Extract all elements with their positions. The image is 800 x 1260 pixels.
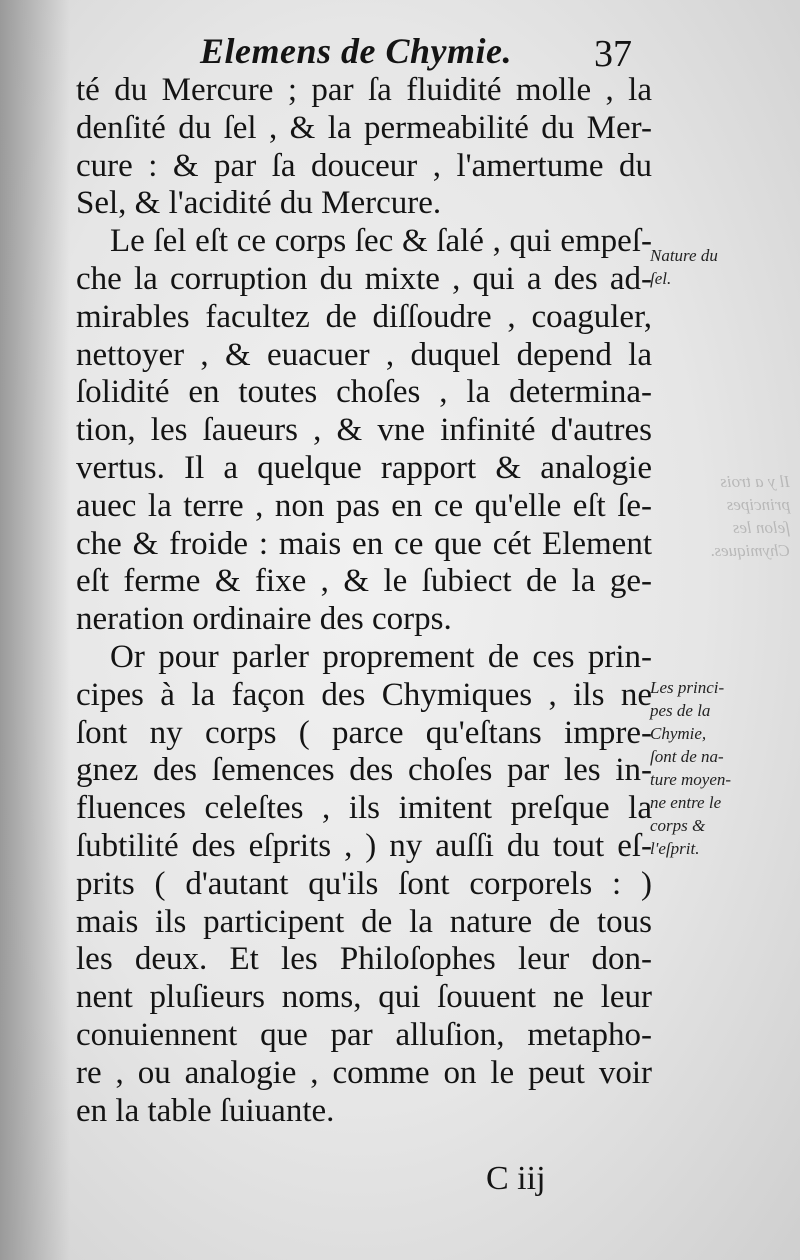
body-text xyxy=(76,72,652,1130)
text-line: vertus. Il a quelque rapport & analogie xyxy=(76,449,652,486)
text-line: nettoyer , & euacuer , duquel depend la xyxy=(76,336,652,373)
text-line: prits ( d'autant qu'ils ſont corporels : ) xyxy=(76,865,652,902)
show-through-text: Il y a trois principes ſelon les Chymiques. xyxy=(710,472,790,560)
text-line: nent pluſieurs noms, qui ſouuent ne leur xyxy=(76,979,652,1016)
signature-mark: C iij xyxy=(486,1160,546,1197)
text-line: mirables facultez de diſſoudre , coaguler, xyxy=(76,298,652,335)
text-line: mais ils participent de la nature de tous xyxy=(76,903,652,940)
text-line: ſubtilité des eſprits , ) ny auſſi du tout eſ- xyxy=(76,827,652,864)
text-line: ſolidité en toutes choſes , la determina- xyxy=(76,374,652,411)
text-line: re , ou analogie , comme on le peut voir xyxy=(76,1054,652,1091)
margin-note-line: corps & xyxy=(650,816,706,835)
page-gutter-shadow xyxy=(0,0,70,1260)
margin-note-line: Les princi- xyxy=(650,678,725,697)
text-line: conuiennent que par alluſion, metapho- xyxy=(76,1016,652,1053)
text-line: denſité du ſel , & la permeabilité du Mer- xyxy=(76,109,652,146)
text-line: tion, les ſaueurs , & vne infinité d'autres xyxy=(76,412,652,449)
page-header xyxy=(0,18,800,78)
margin-note-line: ſont de na- xyxy=(650,747,724,766)
text-line: che la corruption du mixte , qui a des ad- xyxy=(76,260,652,297)
margin-note-line: ne entre le xyxy=(650,793,722,812)
text-line: té du Mercure ; par ſa fluidité molle , la xyxy=(76,72,652,108)
text-line: neration ordinaire des corps. xyxy=(76,601,452,638)
margin-note-line: l'eſprit. xyxy=(650,839,700,858)
text-line: Le ſel eſt ce corps ſec & ſalé , qui empeſ- xyxy=(110,223,652,260)
text-line: Or pour parler proprement de ces prin- xyxy=(110,638,652,675)
text-line: ſont ny corps ( parce qu'eſtans impre- xyxy=(76,714,652,751)
margin-note-line: Chymie, xyxy=(650,724,707,743)
text-line: fluences celeſtes , ils imitent preſque la xyxy=(76,790,652,827)
text-line: Sel, & l'acidité du Mercure. xyxy=(76,185,442,222)
margin-note-principles xyxy=(650,676,800,860)
text-line: eſt ferme & fixe , & le ſubiect de la ge- xyxy=(76,563,652,600)
text-line: auec la terre , non pas en ce qu'elle eſt ſe- xyxy=(76,487,652,524)
text-line: gnez des ſemences des choſes par les in- xyxy=(76,752,652,789)
margin-note-salt xyxy=(650,244,800,290)
text-line: cipes à la façon des Chymiques , ils ne xyxy=(76,676,652,713)
margin-note-line: Nature du xyxy=(650,246,718,265)
text-line: en la table ſuiuante. xyxy=(76,1092,335,1129)
page-number: 37 xyxy=(594,33,632,75)
margin-note-line: pes de la xyxy=(650,701,711,720)
margin-note-line: ture moyen- xyxy=(650,770,732,789)
text-line: cure : & par ſa douceur , l'amertume du xyxy=(76,147,652,184)
margin-note-line: ſel. xyxy=(650,269,672,288)
text-line: les deux. Et les Philoſophes leur don- xyxy=(76,941,652,978)
running-title: Elemens de Chymie. xyxy=(200,31,512,71)
text-line: che & froide : mais en ce que cét Element xyxy=(76,525,652,562)
